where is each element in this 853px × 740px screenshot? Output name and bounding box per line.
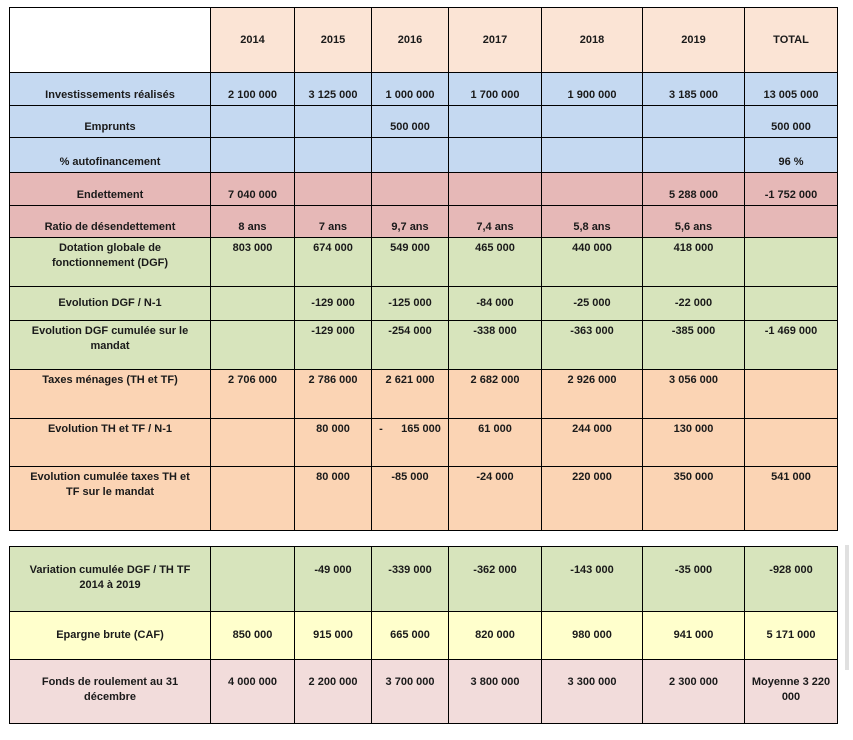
cell: 541 000: [745, 467, 838, 531]
cell: [745, 287, 838, 321]
cell: 3 800 000: [449, 660, 542, 724]
cell: [372, 173, 449, 206]
cell: -25 000: [542, 287, 643, 321]
cell: [745, 370, 838, 419]
cell: 803 000: [211, 238, 295, 287]
cell: 2 200 000: [295, 660, 372, 724]
cell: 1 000 000: [372, 73, 449, 106]
cell: 80 000: [295, 467, 372, 531]
cell: 3 056 000: [643, 370, 745, 419]
cell: 8 ans: [211, 206, 295, 238]
cell: 941 000: [643, 612, 745, 660]
cell: 3 125 000: [295, 73, 372, 106]
table-row: [10, 467, 838, 531]
header-row: [10, 8, 838, 73]
row-label: Dotation globale de fonctionnement (DGF): [10, 238, 211, 287]
year-header: 2014: [211, 8, 295, 73]
table-row: [10, 173, 838, 206]
cell: -35 000: [643, 547, 745, 612]
row-label: Taxes ménages (TH et TF): [10, 370, 211, 419]
table-row: [10, 206, 838, 238]
cell: 820 000: [449, 612, 542, 660]
row-label: Variation cumulée DGF / TH TF 2014 à 2019: [10, 547, 211, 612]
year-header: 2017: [449, 8, 542, 73]
year-header: 2019: [643, 8, 745, 73]
cell: -338 000: [449, 321, 542, 370]
cell: -49 000: [295, 547, 372, 612]
cell: -125 000: [372, 287, 449, 321]
cell: 1 700 000: [449, 73, 542, 106]
table-row: [10, 660, 838, 724]
cell: 465 000: [449, 238, 542, 287]
cell: 350 000: [643, 467, 745, 531]
header-empty-cell: [10, 8, 211, 73]
cell: 5 288 000: [643, 173, 745, 206]
cell: -363 000: [542, 321, 643, 370]
cell: 244 000: [542, 419, 643, 467]
cell: -928 000: [745, 547, 838, 612]
row-label: Ratio de désendettement: [10, 206, 211, 238]
cell: -1 752 000: [745, 173, 838, 206]
cell: 7 ans: [295, 206, 372, 238]
cell: [643, 138, 745, 173]
cell: [745, 419, 838, 467]
cell: 7 040 000: [211, 173, 295, 206]
cell: -254 000: [372, 321, 449, 370]
row-label: Emprunts: [10, 106, 211, 138]
cell: 220 000: [542, 467, 643, 531]
cell: 500 000: [372, 106, 449, 138]
cell: 5,8 ans: [542, 206, 643, 238]
cell: 2 621 000: [372, 370, 449, 419]
cell: 980 000: [542, 612, 643, 660]
cell: [449, 106, 542, 138]
cell: 2 706 000: [211, 370, 295, 419]
year-header: 2018: [542, 8, 643, 73]
cell: -129 000: [295, 287, 372, 321]
cell: 3 300 000: [542, 660, 643, 724]
cell: - 165 000: [372, 419, 449, 467]
cell: -1 469 000: [745, 321, 838, 370]
cell: 13 005 000: [745, 73, 838, 106]
cell: -385 000: [643, 321, 745, 370]
cell: [295, 106, 372, 138]
cell: -362 000: [449, 547, 542, 612]
cell: 1 900 000: [542, 73, 643, 106]
row-label: Evolution TH et TF / N-1: [10, 419, 211, 467]
cell: 915 000: [295, 612, 372, 660]
row-label: Evolution DGF / N-1: [10, 287, 211, 321]
cell: [211, 547, 295, 612]
cell: [643, 106, 745, 138]
cell: [295, 173, 372, 206]
cell: [211, 138, 295, 173]
cell: [211, 287, 295, 321]
cell: -85 000: [372, 467, 449, 531]
row-label: Epargne brute (CAF): [10, 612, 211, 660]
cell: 4 000 000: [211, 660, 295, 724]
cell: [542, 106, 643, 138]
cell: 2 926 000: [542, 370, 643, 419]
row-label: Evolution cumulée taxes TH et TF sur le mandat: [10, 467, 211, 531]
cell: -84 000: [449, 287, 542, 321]
cell: 9,7 ans: [372, 206, 449, 238]
cell: 674 000: [295, 238, 372, 287]
row-label: Fonds de roulement au 31 décembre: [10, 660, 211, 724]
cell: -24 000: [449, 467, 542, 531]
cell: 96 %: [745, 138, 838, 173]
summary-table: [9, 546, 838, 724]
year-header: 2016: [372, 8, 449, 73]
row-label: Evolution DGF cumulée sur le mandat: [10, 321, 211, 370]
cell: [211, 321, 295, 370]
cell: 2 786 000: [295, 370, 372, 419]
cell: [372, 138, 449, 173]
total-header: TOTAL: [745, 8, 838, 73]
cell: [745, 238, 838, 287]
cell: 5,6 ans: [643, 206, 745, 238]
cell: 850 000: [211, 612, 295, 660]
cell: -129 000: [295, 321, 372, 370]
cell: Moyenne 3 220 000: [745, 660, 838, 724]
cell: 3 185 000: [643, 73, 745, 106]
table-row: [10, 321, 838, 370]
cell: 500 000: [745, 106, 838, 138]
table-row: [10, 547, 838, 612]
table-row: [10, 138, 838, 173]
table-row: [10, 73, 838, 106]
cell: 418 000: [643, 238, 745, 287]
cell: -143 000: [542, 547, 643, 612]
cell: 7,4 ans: [449, 206, 542, 238]
cell: 440 000: [542, 238, 643, 287]
cell: 665 000: [372, 612, 449, 660]
year-header: 2015: [295, 8, 372, 73]
cell: 80 000: [295, 419, 372, 467]
cell: [542, 138, 643, 173]
table-row: [10, 612, 838, 660]
cell: 3 700 000: [372, 660, 449, 724]
table-row: [10, 419, 838, 467]
vertical-scrollbar[interactable]: [845, 545, 849, 670]
cell: 130 000: [643, 419, 745, 467]
cell: 2 682 000: [449, 370, 542, 419]
cell: [745, 206, 838, 238]
cell: -339 000: [372, 547, 449, 612]
row-label: % autofinancement: [10, 138, 211, 173]
cell: 61 000: [449, 419, 542, 467]
table-row: [10, 287, 838, 321]
cell: 2 100 000: [211, 73, 295, 106]
row-label: Endettement: [10, 173, 211, 206]
table-row: [10, 238, 838, 287]
cell: [542, 173, 643, 206]
cell: [211, 419, 295, 467]
row-label: Investissements réalisés: [10, 73, 211, 106]
cell: [295, 138, 372, 173]
table-row: [10, 370, 838, 419]
cell: 5 171 000: [745, 612, 838, 660]
cell: [211, 467, 295, 531]
cell: 2 300 000: [643, 660, 745, 724]
table-row: [10, 106, 838, 138]
cell: [449, 173, 542, 206]
cell: [449, 138, 542, 173]
cell: 549 000: [372, 238, 449, 287]
cell: [211, 106, 295, 138]
cell: -22 000: [643, 287, 745, 321]
budget-table: [9, 7, 838, 531]
